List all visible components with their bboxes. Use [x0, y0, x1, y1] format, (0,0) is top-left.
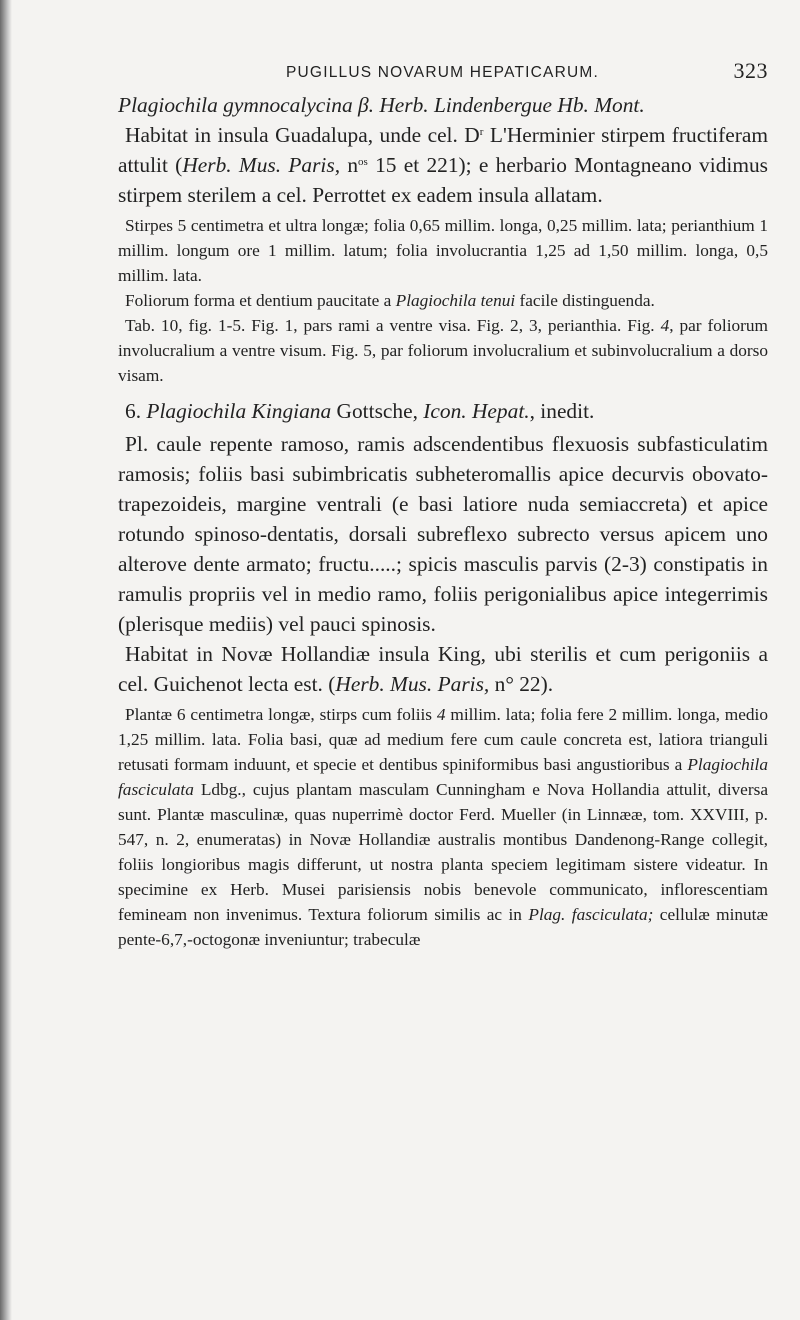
tab-paragraph — [118, 313, 768, 388]
text-run: Ldbg., cujus plantam masculam Cunningham e Nova Hollandia attulit, diversa sunt. Plantæ masculinæ, quas nuperrimè doctor Ferd. Mueller (in Linnææ, tom. XXVIII, p. 547, n. 2, enumeratas) in Novæ Hollandiæ australis montibus Dandenong-Range collegit, foliis longioribus magis differunt, ut nostra planta speciem legitimam sistere videatur. In specimine ex Herb. Musei parisiensis nobis benevole communicato, inflorescentiam femineam non invenimus. Textura foliorum similis ac in — [118, 780, 768, 924]
text-run: L'Herminier stirpem fructiferam attulit ( — [118, 123, 768, 177]
kingiana-description: Pl. caule repente ramoso, ramis adscendentibus flexuosis subfasticulatim ramosis; foliis basi subimbricatis subheteromallis apice decurvis obovato-trapezoideis, margine ventrali (e basi latiore nuda semiaccreta) et apice rotundo spinoso-dentatis, dorsali subreflexo subrecto versus apicem uno alterove dente armato; fructu.....; spicis masculis parvis (2-3) constipatis in ramulis propriis vel in medio ramo, foliis perigonialibus apice integerrimis (plerisque mediis) vel pauci spinosis. — [118, 432, 768, 636]
species-name: Plagiochila Kingiana — [146, 399, 332, 423]
superscript: r — [479, 126, 484, 138]
page-edge-shadow — [0, 0, 12, 1320]
superscript: os — [358, 156, 368, 168]
italic-run: 4 — [436, 705, 446, 724]
text-run: millim. lata; folia fere 2 millim. longa, medio 1,25 millim. lata. Folia basi, quæ ad medium fere cum caule concreta est, latiora trianguli retusati formam induunt, et specie et dentibus spiniformibus basi angustioribus a — [118, 705, 768, 774]
text-run: Tab. 10, fig. 1-5. Fig. 1, pars rami a ventre visa. Fig. 2, 3, perianthia. Fig. — [125, 316, 661, 335]
foliorum-paragraph — [118, 288, 768, 313]
plantae-paragraph — [118, 702, 768, 952]
text-run: , par foliorum involucralium a ventre visum. Fig. 5, par foliorum involucralium et subinvolucralium a dorso visam. — [118, 316, 768, 385]
text-run: Foliorum forma et dentium paucitate a — [125, 291, 396, 310]
species-heading-gymnocalycina — [118, 90, 768, 120]
italic-run: 4 — [660, 316, 670, 335]
stirpes-paragraph: Stirpes 5 centimetra et ultra longæ; folia 0,65 millim. longa, 0,25 millim. lata; perianthium 1 millim. longum ore 1 millim. latum; folia involucrantia 1,25 ad 1,50 millim. longa, 0,5 millim. lata. — [118, 216, 768, 285]
text-run: Gottsche, — [331, 399, 424, 423]
text-run: Plantæ 6 centimetra longæ, stirps cum foliis — [125, 705, 437, 724]
italic-run: Plag. fasciculata; — [528, 905, 654, 924]
book-page — [118, 58, 768, 952]
species-number: 6. — [125, 399, 147, 423]
text-run: cellulæ minutæ pente-6,7,-octogonæ inveniuntur; trabeculæ — [118, 905, 769, 949]
running-head-title: PUGILLUS NOVARUM HEPATICARUM. — [286, 64, 599, 81]
species-heading-kingiana — [118, 396, 768, 426]
species-authority: β. Herb. Lindenbergue Hb. Mont. — [352, 93, 645, 117]
page-number: 323 — [733, 58, 768, 83]
text-run: 15 et 221); e herbario Montagneano vidimus stirpem sterilem a cel. Perrottet ex eadem insula allatam. — [118, 153, 768, 207]
habitat-paragraph-kingiana — [118, 639, 768, 699]
text-run: , inedit. — [529, 399, 595, 423]
species-name: Plagiochila gymnocalycina — [118, 93, 353, 117]
italic-run: Plagiochila fasciculata — [118, 755, 768, 799]
italic-run: Herb. Mus. Paris, — [335, 672, 490, 696]
text-run: Habitat in Novæ Hollandiæ insula King, ubi sterilis et cum perigoniis a cel. Guichenot lecta est. ( — [118, 642, 768, 696]
running-head — [118, 58, 768, 88]
text-run: facile distinguenda. — [515, 291, 655, 310]
text-run: Habitat in insula Guadalupa, unde cel. D — [125, 123, 480, 147]
habitat-paragraph-gymnocalycina — [118, 120, 768, 210]
italic-run: Herb. Mus. Paris, — [182, 153, 341, 177]
text-run: n° 22). — [489, 672, 554, 696]
text-run: n — [340, 153, 359, 177]
italic-run: Icon. Hepat. — [423, 399, 530, 423]
italic-run: Plagiochila tenui — [395, 291, 516, 310]
